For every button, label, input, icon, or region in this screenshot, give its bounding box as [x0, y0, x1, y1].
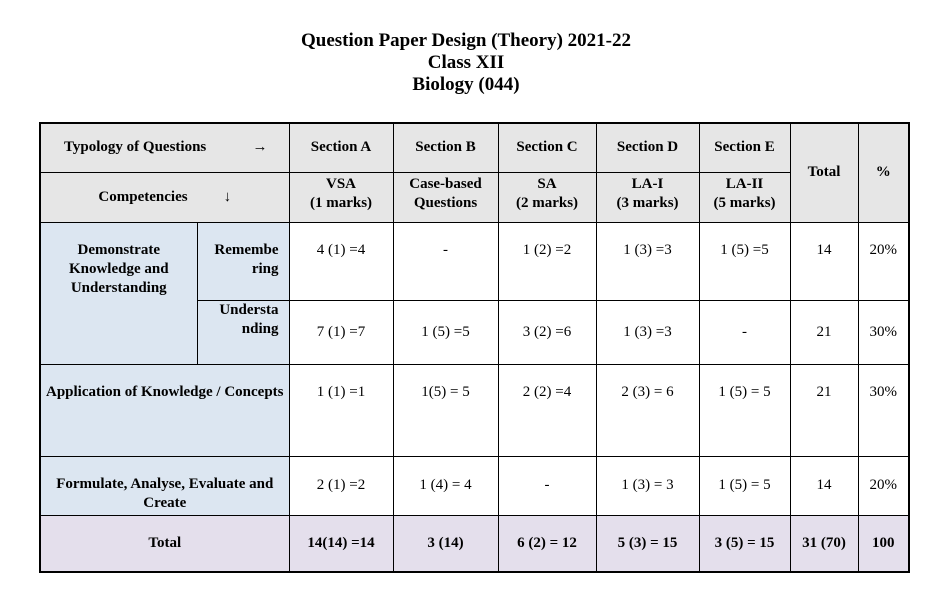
section-d-type — [596, 172, 699, 222]
table-cell: 1 (5) = 5 — [699, 364, 790, 456]
understanding-label: Understa nding — [197, 300, 289, 364]
table-cell: 1 (5) = 5 — [699, 456, 790, 515]
section-e-type — [699, 172, 790, 222]
table-cell: 2 (1) =2 — [289, 456, 393, 515]
right-arrow-icon: → — [252, 139, 268, 156]
section-b-type — [393, 172, 498, 222]
table-cell: 14(14) =14 — [289, 515, 393, 572]
section-d-marks-label: (3 marks) — [616, 194, 679, 211]
table-cell: 1 (3) =3 — [596, 300, 699, 364]
section-e-type-label: LA-II — [725, 175, 764, 192]
table-row-formulate — [40, 456, 909, 515]
row-total: 21 — [790, 300, 858, 364]
application-label: Application of Knowledge / Concepts — [40, 364, 289, 456]
row-percent: 30% — [858, 364, 909, 456]
section-b-header: Section B — [393, 123, 498, 172]
table-row-remembering — [40, 222, 909, 300]
table-cell: 1 (5) =5 — [393, 300, 498, 364]
section-e-marks-label: (5 marks) — [713, 194, 776, 211]
row-percent: 20% — [858, 456, 909, 515]
table-cell: 1(5) = 5 — [393, 364, 498, 456]
table-cell: 1 (2) =2 — [498, 222, 596, 300]
document-title: Question Paper Design (Theory) 2021-22 — [300, 30, 632, 51]
title-block — [0, 30, 932, 96]
demonstrate-knowledge-label: Demonstrate Knowledge and Understanding — [40, 222, 197, 364]
table-cell: 3 (5) = 15 — [699, 515, 790, 572]
section-a-type — [289, 172, 393, 222]
table-row-total — [40, 515, 909, 572]
row-percent: 30% — [858, 300, 909, 364]
competencies-header — [40, 172, 289, 222]
table-cell: 1 (1) =1 — [289, 364, 393, 456]
table-cell: 3 (2) =6 — [498, 300, 596, 364]
competencies-label: Competencies — [98, 188, 188, 205]
row-total: 14 — [790, 456, 858, 515]
table-cell: 4 (1) =4 — [289, 222, 393, 300]
table-cell: 3 (14) — [393, 515, 498, 572]
class-label: Class XII — [427, 52, 505, 73]
section-b-marks-label: Questions — [413, 194, 478, 211]
section-c-type-label: SA — [537, 175, 557, 192]
table-cell: - — [498, 456, 596, 515]
question-paper-design-table — [39, 122, 910, 573]
table-cell: 2 (3) = 6 — [596, 364, 699, 456]
table-cell: 7 (1) =7 — [289, 300, 393, 364]
section-c-type — [498, 172, 596, 222]
formulate-label: Formulate, Analyse, Evaluate and Create — [40, 456, 289, 515]
subject-label: Biology (044) — [412, 74, 520, 95]
table-cell: 1 (5) =5 — [699, 222, 790, 300]
table-cell: - — [699, 300, 790, 364]
table-cell: 1 (3) =3 — [596, 222, 699, 300]
table-cell: 1 (4) = 4 — [393, 456, 498, 515]
table-cell: 1 (3) = 3 — [596, 456, 699, 515]
row-percent: 20% — [858, 222, 909, 300]
section-b-type-label: Case-based — [409, 175, 482, 192]
section-d-header: Section D — [596, 123, 699, 172]
section-a-marks-label: (1 marks) — [309, 194, 373, 211]
section-c-marks-label: (2 marks) — [515, 194, 579, 211]
section-e-header: Section E — [699, 123, 790, 172]
down-arrow-icon: ↓ — [223, 188, 232, 205]
percent-header: % — [858, 123, 909, 222]
table-cell: 5 (3) = 15 — [596, 515, 699, 572]
table-cell: 6 (2) = 12 — [498, 515, 596, 572]
total-row-label: Total — [40, 515, 289, 572]
row-total: 14 — [790, 222, 858, 300]
row-total: 21 — [790, 364, 858, 456]
table-cell: 2 (2) =4 — [498, 364, 596, 456]
section-a-header: Section A — [289, 123, 393, 172]
remembering-label: Remembe ring — [197, 222, 289, 300]
section-c-header: Section C — [498, 123, 596, 172]
grand-percent: 100 — [858, 515, 909, 572]
typology-label: Typology of Questions — [64, 139, 207, 156]
total-header: Total — [790, 123, 858, 222]
section-a-type-label: VSA — [325, 175, 356, 192]
typology-header — [40, 123, 289, 172]
table-row-application — [40, 364, 909, 456]
section-d-type-label: LA-I — [631, 175, 664, 192]
table-cell: - — [393, 222, 498, 300]
grand-total: 31 (70) — [790, 515, 858, 572]
